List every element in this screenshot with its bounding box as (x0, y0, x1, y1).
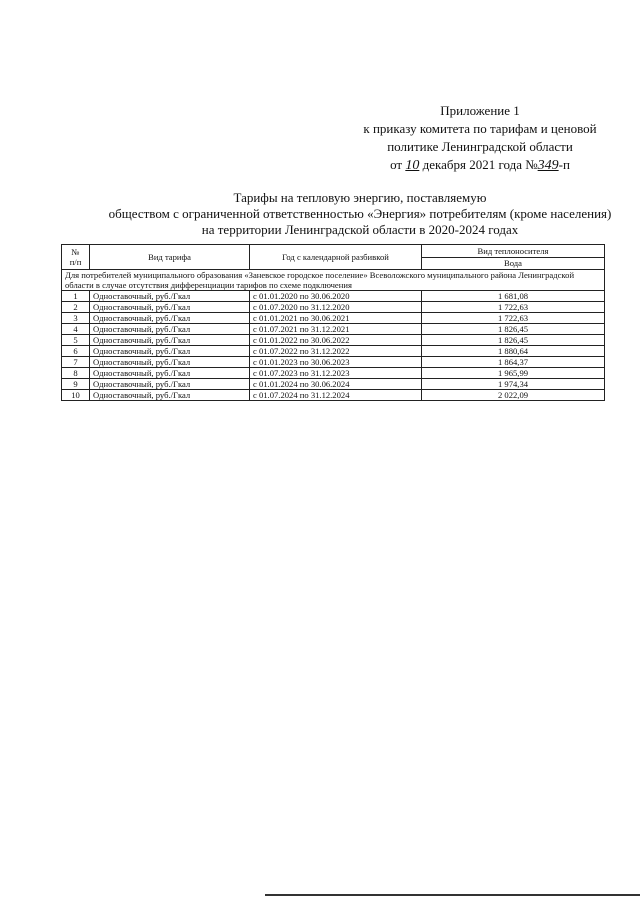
row-number: 10 (62, 390, 90, 401)
row-value: 1 681,08 (422, 291, 605, 302)
row-tariff-type: Одноставочный, руб./Гкал (90, 335, 250, 346)
date-day-handwritten: 10 (405, 158, 420, 173)
row-tariff-type: Одноставочный, руб./Гкал (90, 379, 250, 390)
appendix-block (360, 102, 600, 175)
row-period: с 01.07.2020 по 31.12.2020 (250, 302, 422, 313)
row-period: с 01.01.2022 по 30.06.2022 (250, 335, 422, 346)
row-tariff-type: Одноставочный, руб./Гкал (90, 346, 250, 357)
row-period: с 01.07.2021 по 31.12.2021 (250, 324, 422, 335)
row-number: 2 (62, 302, 90, 313)
row-number: 8 (62, 368, 90, 379)
row-period: с 01.01.2024 по 30.06.2024 (250, 379, 422, 390)
appendix-order-line: к приказу комитета по тарифам и ценовой (363, 121, 597, 136)
row-tariff-type: Одноставочный, руб./Гкал (90, 390, 250, 401)
header-number (62, 245, 90, 270)
header-number-symbol: № (71, 247, 80, 257)
row-value: 2 022,09 (422, 390, 605, 401)
row-period: с 01.01.2020 по 30.06.2020 (250, 291, 422, 302)
row-value: 1 864,37 (422, 357, 605, 368)
table-row (62, 357, 605, 368)
row-tariff-type: Одноставочный, руб./Гкал (90, 368, 250, 379)
date-middle: декабря 2021 года № (422, 157, 538, 172)
table-row (62, 335, 605, 346)
section-row: Для потребителей муниципального образования «Заневское городское поселение» Всеволожского муниципального района Ленинградской области в случае отсутствия дифференциации тарифов по схеме подключения (62, 270, 605, 291)
tariff-table (61, 244, 605, 401)
title-line-2: обществом с ограниченной ответственностью «Энергия» потребителям (кроме населения) (108, 206, 612, 221)
appendix-committee-line: политике Ленинградской области (387, 139, 573, 154)
appendix-date-line (360, 156, 600, 175)
table-row (62, 313, 605, 324)
row-value: 1 880,64 (422, 346, 605, 357)
header-water: Вода (422, 257, 605, 270)
row-tariff-type: Одноставочный, руб./Гкал (90, 357, 250, 368)
row-period: с 01.07.2022 по 31.12.2022 (250, 346, 422, 357)
table-row (62, 324, 605, 335)
row-tariff-type: Одноставочный, руб./Гкал (90, 302, 250, 313)
row-value: 1 826,45 (422, 335, 605, 346)
order-number-handwritten: 349 (537, 158, 559, 173)
date-prefix: от (390, 157, 403, 172)
row-period: с 01.07.2024 по 31.12.2024 (250, 390, 422, 401)
row-number: 9 (62, 379, 90, 390)
row-tariff-type: Одноставочный, руб./Гкал (90, 313, 250, 324)
row-period: с 01.07.2023 по 31.12.2023 (250, 368, 422, 379)
row-value: 1 965,99 (422, 368, 605, 379)
row-number: 3 (62, 313, 90, 324)
header-tariff-type: Вид тарифа (90, 245, 250, 270)
row-period: с 01.01.2021 по 30.06.2021 (250, 313, 422, 324)
table-row (62, 368, 605, 379)
row-value: 1 826,45 (422, 324, 605, 335)
row-value: 1 974,34 (422, 379, 605, 390)
header-period: Год с календарной разбивкой (250, 245, 422, 270)
table-row (62, 379, 605, 390)
row-number: 5 (62, 335, 90, 346)
row-value: 1 722,63 (422, 302, 605, 313)
header-carrier: Вид теплоносителя (422, 245, 605, 258)
order-number-suffix: -п (558, 157, 570, 172)
row-period: с 01.01.2023 по 30.06.2023 (250, 357, 422, 368)
scan-edge-line (265, 894, 640, 896)
row-tariff-type: Одноставочный, руб./Гкал (90, 324, 250, 335)
row-value: 1 722,63 (422, 313, 605, 324)
row-tariff-type: Одноставочный, руб./Гкал (90, 291, 250, 302)
document-title (90, 190, 630, 238)
title-line-1: Тарифы на тепловую энергию, поставляемую (233, 190, 487, 205)
table-row (62, 291, 605, 302)
title-line-3: на территории Ленинградской области в 2020-2024 годах (201, 222, 519, 237)
row-number: 4 (62, 324, 90, 335)
appendix-title: Приложение 1 (440, 103, 520, 118)
row-number: 6 (62, 346, 90, 357)
row-number: 7 (62, 357, 90, 368)
row-number: 1 (62, 291, 90, 302)
table-row (62, 302, 605, 313)
header-number-abbr: п/п (69, 257, 82, 267)
table-row (62, 346, 605, 357)
table-row (62, 390, 605, 401)
